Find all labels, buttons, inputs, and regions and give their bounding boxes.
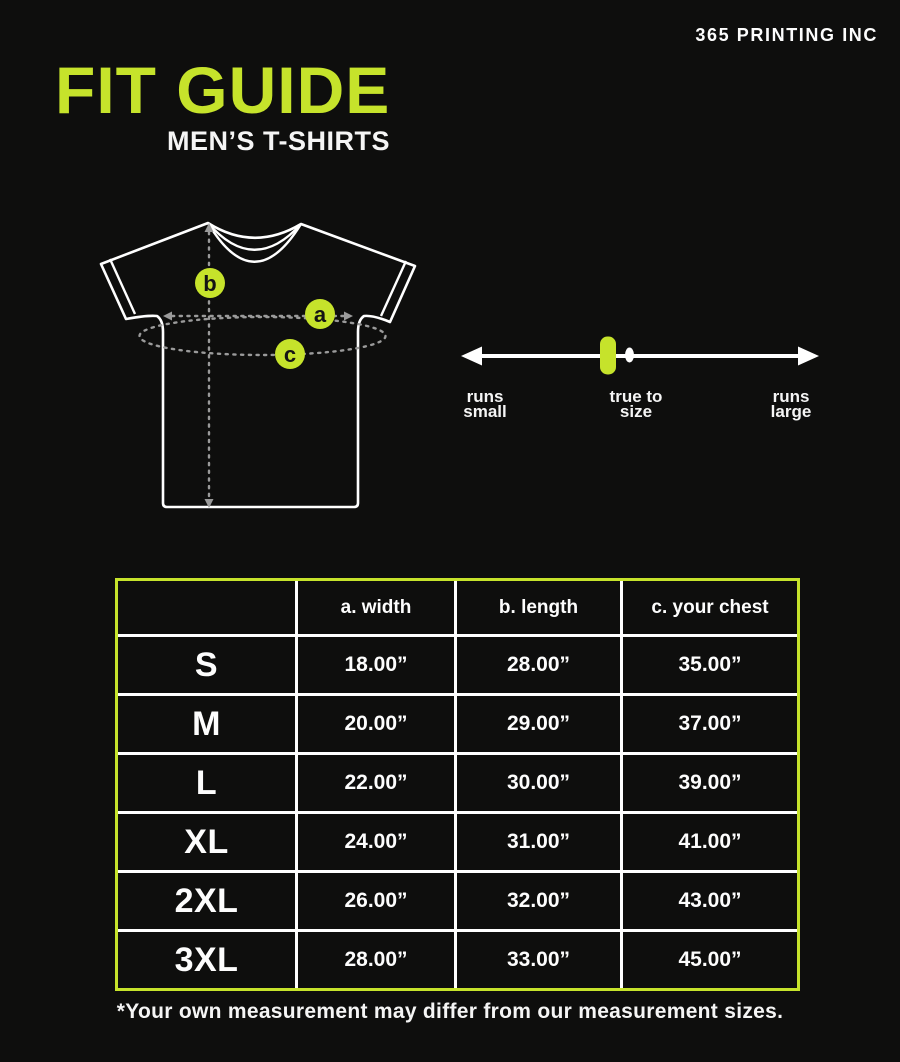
marker-c bbox=[275, 339, 305, 369]
table-chest-cell: 45.00” bbox=[623, 932, 797, 988]
marker-a bbox=[305, 299, 335, 329]
scale-label-line: true to bbox=[609, 387, 663, 406]
table-length-cell: 32.00” bbox=[457, 873, 620, 929]
table-width-cell: 22.00” bbox=[298, 755, 454, 811]
marker-a-label: a bbox=[313, 302, 327, 327]
table-length-cell: 31.00” bbox=[457, 814, 620, 870]
table-chest-cell: 43.00” bbox=[623, 873, 797, 929]
tshirt-outline bbox=[101, 223, 415, 507]
fit-scale bbox=[450, 325, 830, 385]
table-length-cell: 30.00” bbox=[457, 755, 620, 811]
scale-label-line: small bbox=[463, 402, 507, 421]
table-width-cell: 24.00” bbox=[298, 814, 454, 870]
table-size-cell: S bbox=[118, 637, 295, 693]
marker-b bbox=[195, 268, 225, 298]
table-header-chest: c. your chest bbox=[623, 581, 797, 634]
page-title: FIT GUIDE bbox=[55, 53, 391, 127]
table-size-cell: 3XL bbox=[118, 932, 295, 988]
tshirt-diagram bbox=[85, 200, 430, 530]
scale-label-line: large bbox=[770, 402, 812, 421]
scale-label-line: runs bbox=[466, 387, 504, 406]
scale-marker-dot bbox=[625, 348, 634, 363]
table-size-cell: L bbox=[118, 755, 295, 811]
table-width-cell: 20.00” bbox=[298, 696, 454, 752]
marker-b-label: b bbox=[203, 271, 217, 296]
table-chest-cell: 41.00” bbox=[623, 814, 797, 870]
table-length-cell: 28.00” bbox=[457, 637, 620, 693]
table-chest-cell: 37.00” bbox=[623, 696, 797, 752]
scale-arrow-right bbox=[798, 347, 819, 366]
brand-text: 365 PRINTING INC bbox=[695, 25, 878, 45]
table-header-length: b. length bbox=[457, 581, 620, 634]
table-length-cell: 33.00” bbox=[457, 932, 620, 988]
table-width-cell: 18.00” bbox=[298, 637, 454, 693]
scale-marker-pill bbox=[600, 337, 616, 375]
table-header-width: a. width bbox=[298, 581, 454, 634]
marker-c-label: c bbox=[283, 342, 297, 367]
footnote: *Your own measurement may differ from our measurement sizes. bbox=[116, 1000, 784, 1023]
scale-label-true-to-size bbox=[576, 389, 696, 419]
table-width-cell: 26.00” bbox=[298, 873, 454, 929]
table-chest-cell: 35.00” bbox=[623, 637, 797, 693]
table-length-cell: 29.00” bbox=[457, 696, 620, 752]
table-size-cell: XL bbox=[118, 814, 295, 870]
page-subtitle: MEN’S T-SHIRTS bbox=[166, 126, 390, 156]
table-size-cell: M bbox=[118, 696, 295, 752]
table-header-corner bbox=[118, 581, 295, 634]
table-chest-cell: 39.00” bbox=[623, 755, 797, 811]
table-size-cell: 2XL bbox=[118, 873, 295, 929]
scale-label-runs-large bbox=[751, 389, 831, 419]
table-width-cell: 28.00” bbox=[298, 932, 454, 988]
scale-label-line: size bbox=[619, 402, 653, 421]
size-table bbox=[115, 578, 800, 991]
scale-label-runs-small bbox=[450, 389, 520, 419]
scale-arrow-left bbox=[461, 347, 482, 366]
scale-label-line: runs bbox=[772, 387, 810, 406]
